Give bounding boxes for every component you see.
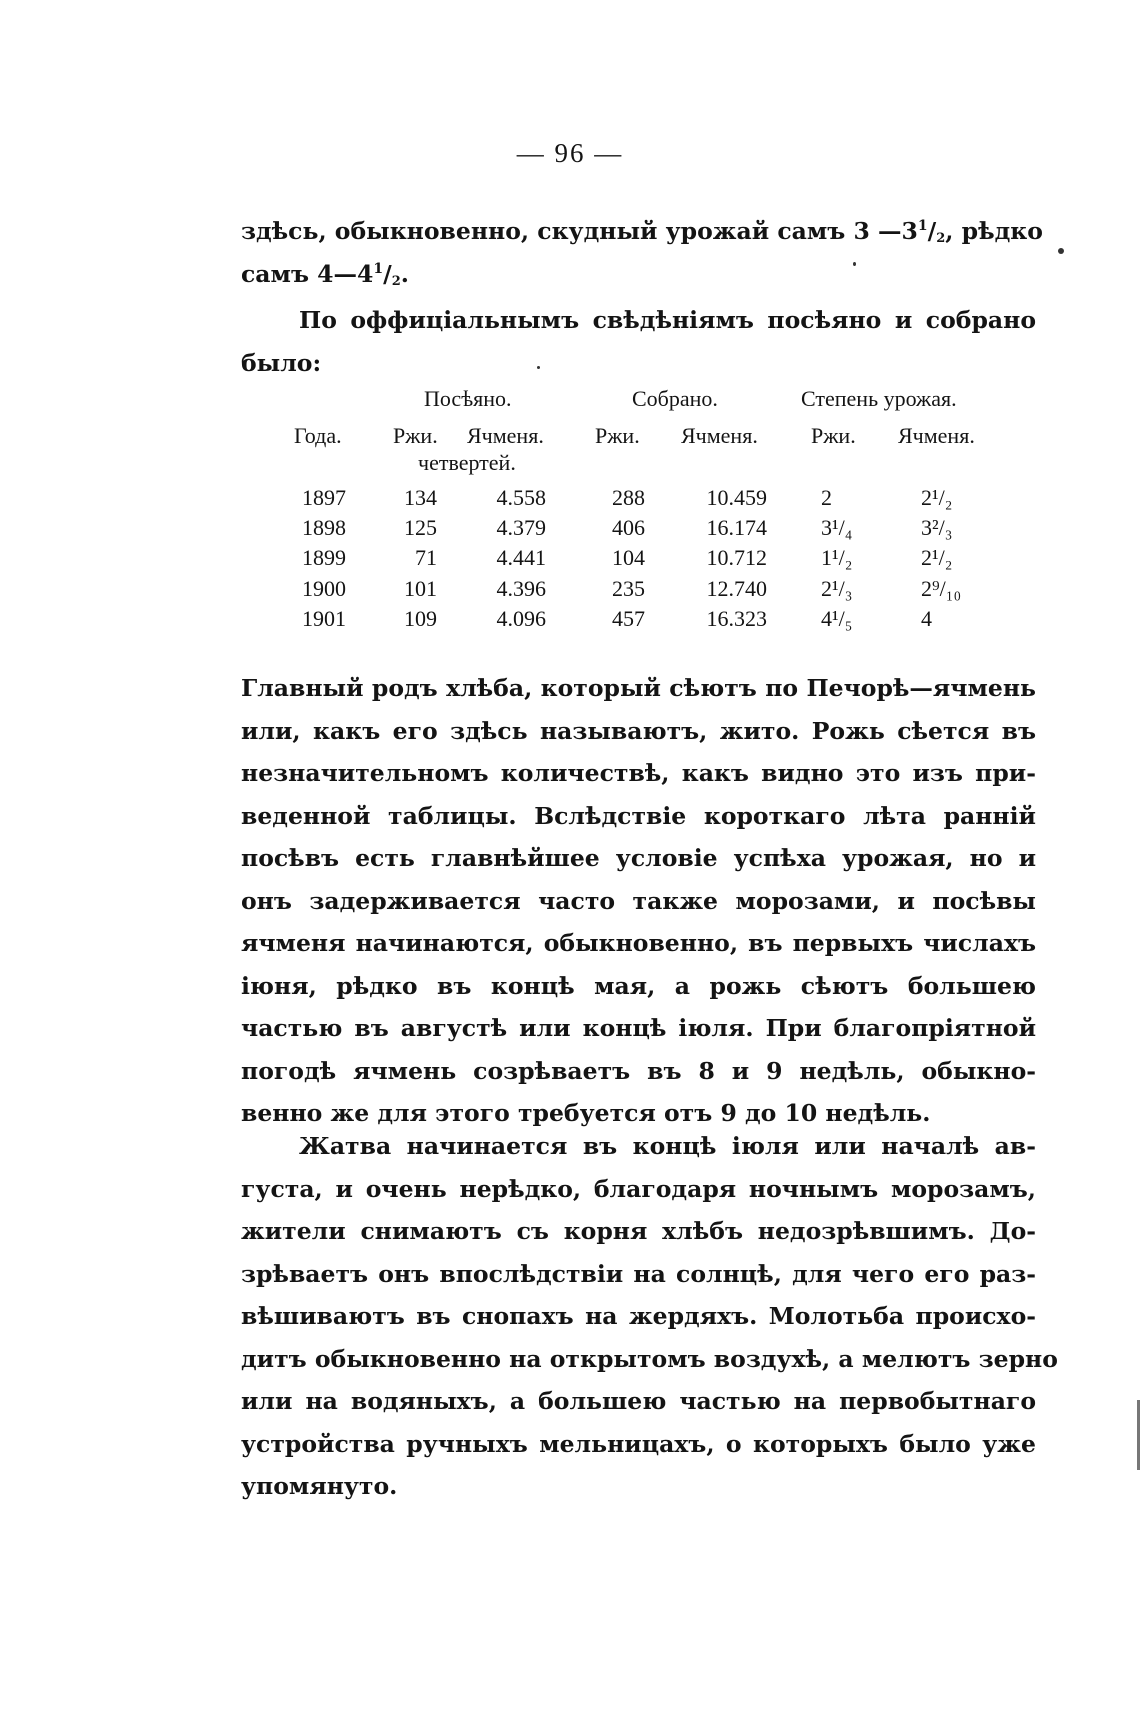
fraction-denominator: 2 — [391, 273, 401, 289]
table-cell-yield-barley: 2⁹/₁₀ — [921, 575, 962, 601]
intro-paragraph — [241, 210, 1043, 295]
table-cell-yield-barley: 4 — [921, 605, 932, 631]
table-cell-sown-barley: 4.396 — [496, 575, 546, 601]
col-header-yield-barley: Ячменя. — [898, 423, 975, 448]
text-line: іюня, рѣдко въ концѣ мая, а рожь сѣютъ большею — [241, 971, 1036, 1000]
text-fragment: . — [400, 259, 409, 288]
page-number: — 96 — — [516, 138, 624, 168]
text-line: По оффиціальнымъ свѣдѣніямъ посѣяно и собрано — [299, 306, 1036, 334]
col-header-year: Года. — [294, 423, 342, 448]
table-cell-yield-rye: 2¹/₃ — [821, 575, 853, 601]
table-cell-yield-rye: 3¹/₄ — [821, 515, 853, 541]
fraction-numerator: 1 — [917, 218, 928, 234]
text-line: Главный родъ хлѣба, который сѣютъ по Печорѣ—ячмень — [241, 674, 1036, 702]
text-line: вѣшиваютъ въ снопахъ на жердяхъ. Молотьба происхо- — [241, 1302, 1036, 1330]
col-header-yield-rye: Ржи. — [811, 423, 856, 448]
fraction-denominator: 2 — [936, 231, 946, 246]
main-paragraph — [241, 667, 1036, 1135]
text-line: Жатва начинается въ концѣ іюля или началѣ ав- — [299, 1132, 1036, 1160]
text-line: погодѣ ячмень созрѣваетъ въ 8 и 9 недѣль, обыкно- — [241, 1056, 1036, 1085]
table-cell-harv-barley: 10.712 — [706, 545, 767, 571]
table-cell-yield-rye: 4¹/₅ — [821, 605, 853, 631]
table-cell-sown-barley: 4.379 — [496, 515, 546, 541]
table-cell-yield-barley: 2¹/₂ — [921, 545, 953, 571]
text-fragment: здѣсь, обыкновенно, скудный урожай самъ 3 —3 — [241, 217, 918, 245]
table-cell-harv-barley: 10.459 — [706, 485, 767, 510]
table-cell-year: 1899 — [302, 545, 346, 571]
text-line: или на водяныхъ, а большею частью на первобытнаго — [241, 1387, 1036, 1415]
text-line: здѣсь, обыкновенно, скудный урожай самъ 3 $—3^1/_2$, рѣдко — [241, 217, 1043, 246]
text-line: венно же для этого требуется отъ 9 до 10 недѣль. — [241, 1099, 931, 1127]
table-cell-sown-rye: 109 — [404, 605, 437, 631]
unit-label: четвертей. — [418, 450, 516, 475]
table-intro-paragraph — [241, 299, 1036, 384]
table-cell-year: 1900 — [302, 575, 346, 601]
text-line: самъ $4—4^1/_2$. — [241, 259, 409, 289]
table-cell-sown-rye: 71 — [415, 545, 437, 571]
table-cell-harv-rye: 235 — [612, 575, 645, 601]
col-header-sown-rye: Ржи. — [393, 423, 438, 448]
text-line: устройства ручныхъ мельницахъ, о которыхъ было уже — [241, 1429, 1036, 1458]
table-cell-harv-rye: 457 — [612, 605, 645, 631]
table-cell-year: 1901 — [302, 605, 346, 631]
table-cell-yield-barley: 3²/₃ — [921, 515, 953, 541]
text-line: или, какъ его здѣсь называютъ, жито. Рожь сѣется въ — [241, 716, 1036, 745]
harvest-paragraph — [241, 1125, 1058, 1508]
text-line: дитъ обыкновенно на открытомъ воздухѣ, а мелютъ зерно — [241, 1344, 1058, 1373]
text-line: было: — [241, 348, 322, 377]
table-cell-year: 1897 — [302, 485, 346, 510]
table-cell-harv-barley: 16.174 — [706, 515, 767, 541]
table-cell-yield-rye: 2 — [821, 485, 832, 510]
text-line: посѣвъ есть главнѣйшее условіе успѣха урожая, но и — [241, 844, 1036, 872]
table-cell-harv-rye: 288 — [612, 485, 645, 510]
col-header-sown-barley: Ячменя. — [467, 423, 544, 448]
table-cell-yield-rye: 1¹/₂ — [821, 545, 853, 571]
text-line: веденной таблицы. Вслѣдствіе короткаго лѣта ранній — [241, 801, 1036, 830]
table-cell-sown-rye: 101 — [404, 575, 437, 601]
col-header-harvested-rye: Ржи. — [595, 423, 640, 448]
table-cell-harv-rye: 406 — [612, 515, 645, 541]
group-header-harvested: Собрано. — [632, 386, 718, 411]
group-header-yield: Степень урожая. — [801, 386, 957, 411]
text-line: ячменя начинаются, обыкновенно, въ первыхъ числахъ — [241, 929, 1036, 957]
text-line: незначительномъ количествѣ, какъ видно это изъ при- — [241, 759, 1036, 787]
table-cell-sown-rye: 125 — [404, 515, 437, 541]
speck-mark — [537, 366, 540, 369]
table-cell-sown-rye: 134 — [404, 485, 437, 510]
table-cell-yield-barley: 2¹/₂ — [921, 485, 953, 510]
table-cell-year: 1898 — [302, 515, 346, 541]
table-cell-harv-barley: 12.740 — [706, 575, 767, 601]
text-line: жители снимаютъ съ корня хлѣбъ недозрѣвшимъ. До- — [241, 1217, 1036, 1245]
group-header-sown: Посѣяно. — [424, 386, 512, 411]
table-cell-sown-barley: 4.558 — [496, 485, 546, 510]
text-line: упомянуто. — [241, 1472, 398, 1500]
text-line: зрѣваетъ онъ впослѣдствіи на солнцѣ, для чего его раз- — [241, 1259, 1036, 1288]
speck-mark — [853, 262, 856, 266]
text-line: густа, и очень нерѣдко, благодаря ночнымъ морозамъ, — [241, 1174, 1036, 1203]
text-line: онъ задерживается часто также морозами, и посѣвы — [241, 886, 1036, 915]
text-fragment: самъ 4—4 — [241, 259, 374, 288]
table-cell-harv-barley: 16.323 — [706, 605, 767, 631]
table-cell-sown-barley: 4.441 — [496, 545, 546, 571]
table-cell-harv-rye: 104 — [612, 545, 645, 571]
table-cell-sown-barley: 4.096 — [496, 605, 546, 631]
speck-mark — [1058, 248, 1064, 254]
text-line: частью въ августѣ или концѣ іюля. При благопріятной — [241, 1014, 1036, 1042]
text-fragment: , рѣдко — [945, 217, 1043, 245]
fraction-numerator: 1 — [373, 260, 384, 277]
col-header-harvested-barley: Ячменя. — [681, 423, 758, 448]
